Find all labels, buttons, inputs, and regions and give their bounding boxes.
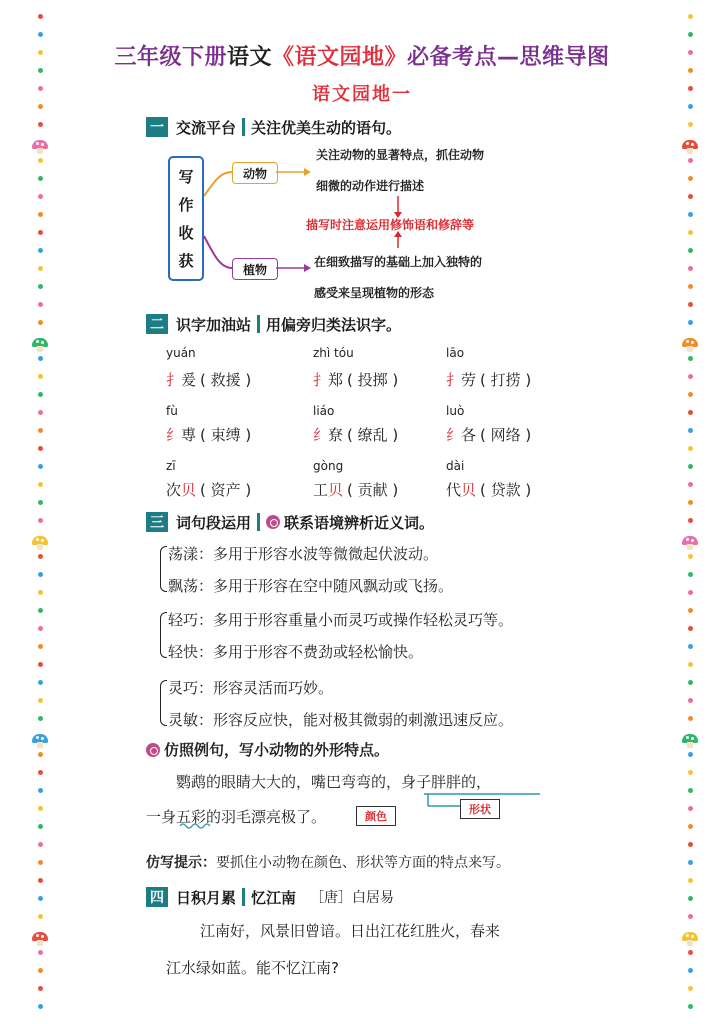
border-dot (38, 428, 43, 433)
border-dot (38, 572, 43, 577)
task-heading (146, 739, 389, 760)
character-rest: 尞 (328, 426, 344, 444)
border-dot (688, 392, 693, 397)
synonym-line: 轻快：多用于形容不费劲或轻松愉快。 (168, 643, 424, 661)
poem-line: 江南好，风景旧曾谙。日出江花红胜火，春来 (200, 922, 501, 940)
border-dot (688, 860, 693, 865)
border-dot (688, 554, 693, 559)
border-dot (38, 770, 43, 775)
radical: 纟 (313, 426, 329, 444)
section-name: 词句段运用 (176, 513, 252, 532)
border-dot (688, 626, 693, 631)
mushroom-icon (682, 536, 698, 550)
character-entry (446, 479, 531, 500)
section-number: 二 (146, 314, 168, 334)
synonym-line: 飘荡：多用于形容在空中随风飘动或飞扬。 (168, 577, 454, 595)
pinyin: zhì tóu (313, 346, 354, 360)
pinyin: dài (446, 459, 465, 473)
border-dot (688, 446, 693, 451)
border-dot (688, 1004, 693, 1009)
pinyin: lāo (446, 346, 465, 360)
border-dot (688, 518, 693, 523)
section-topic: 用偏旁归类法识字。 (266, 315, 402, 334)
mushroom-icon (32, 932, 48, 946)
section-header-4 (146, 886, 394, 908)
title-book: 《语文园地》 (272, 45, 408, 70)
section-topic: 联系语境辨析近义词。 (284, 513, 435, 532)
border-dot (38, 680, 43, 685)
page-subtitle: 语文园地一 (312, 84, 412, 105)
character-rest: 劳 (461, 371, 477, 389)
border-dot (688, 374, 693, 379)
section-number: 四 (146, 887, 168, 907)
border-dot (688, 608, 693, 613)
border-dot (38, 500, 43, 505)
pinyin: zī (166, 459, 176, 473)
poem-line: 江水绿如蓝。能不忆江南? (166, 959, 339, 977)
border-dot (38, 914, 43, 919)
synonym-line: 灵巧：形容灵活而巧妙。 (168, 679, 334, 697)
conch-icon (146, 743, 160, 757)
phrase: ( 缭乱 ) (347, 426, 399, 444)
character-entry (313, 369, 398, 390)
character-entry (166, 424, 251, 445)
section-name: 交流平台 (176, 118, 237, 137)
radical: 扌 (313, 371, 329, 389)
border-dot (688, 716, 693, 721)
border-dot (38, 896, 43, 901)
character-rest: 爰 (181, 371, 197, 389)
radical: 纟 (446, 426, 462, 444)
mindmap-node-plant: 植物 (232, 258, 278, 280)
border-dot (688, 644, 693, 649)
hint-label: 仿写提示： (146, 855, 216, 871)
radical: 纟 (166, 426, 182, 444)
phrase: ( 束缚 ) (200, 426, 252, 444)
border-dot (38, 464, 43, 469)
border-dot (38, 482, 43, 487)
border-dot (688, 590, 693, 595)
border-dot (688, 986, 693, 991)
border-dot (688, 878, 693, 883)
border-dot (38, 842, 43, 847)
section-number: 三 (146, 512, 168, 532)
radical: 扌 (166, 371, 182, 389)
synonym-line: 轻巧：多用于形容重量小而灵巧或操作轻松灵巧等。 (168, 611, 514, 629)
phrase: ( 资产 ) (200, 481, 252, 499)
center-char: 作 (178, 195, 194, 214)
character-rest: 工 (313, 481, 329, 499)
example-line: 鹦鹉的眼睛大大的，嘴巴弯弯的，身子胖胖的， (176, 773, 492, 791)
pinyin: gòng (313, 459, 344, 473)
border-dot (688, 680, 693, 685)
border-dot (688, 896, 693, 901)
character-rest: 代 (446, 481, 462, 499)
border-dot (38, 374, 43, 379)
example-line: 一身五彩的羽毛漂亮极了。 (146, 808, 327, 826)
border-dot (688, 842, 693, 847)
mushroom-icon (32, 338, 48, 352)
border-dot (38, 950, 43, 955)
border-dot (38, 320, 43, 325)
pinyin: luò (446, 404, 465, 418)
border-dot (688, 428, 693, 433)
brace (160, 612, 167, 658)
border-dot (688, 482, 693, 487)
mindmap-text: 感受来呈现植物的形态 (314, 286, 435, 300)
pinyin: fù (166, 404, 178, 418)
phrase: ( 救援 ) (200, 371, 252, 389)
character-rest: 尃 (181, 426, 197, 444)
brace (160, 546, 167, 592)
border-dot (688, 770, 693, 775)
border-dot (688, 356, 693, 361)
section-header-3 (146, 511, 434, 533)
title-grade: 三年级下册 (114, 45, 227, 70)
character-entry (166, 369, 251, 390)
border-dot (38, 626, 43, 631)
border-dot (688, 464, 693, 469)
section-header-2 (146, 313, 401, 335)
border-dot (38, 446, 43, 451)
mushroom-icon (682, 734, 698, 748)
border-dot (38, 986, 43, 991)
hint-text: 要抓住小动物在颜色、形状等方面的特点来写。 (216, 855, 510, 871)
center-char: 获 (178, 252, 194, 271)
border-dot (38, 752, 43, 757)
border-dot (38, 698, 43, 703)
radical: 扌 (446, 371, 462, 389)
mindmap-text: 关注动物的显著特点，抓住动物 (316, 148, 485, 162)
radical: 贝 (461, 481, 477, 499)
brace (160, 680, 167, 726)
border-dot (38, 356, 43, 361)
poem-author: ［唐］白居易 (310, 890, 395, 906)
character-entry (446, 424, 531, 445)
mindmap-text-emphasis: 描写时注意运用修饰语和修辞等 (306, 218, 475, 232)
border-dot (688, 752, 693, 757)
mushroom-icon (682, 338, 698, 352)
border-dot (38, 878, 43, 883)
border-dot (38, 644, 43, 649)
border-dot (38, 716, 43, 721)
radical: 贝 (328, 481, 344, 499)
border-dot (688, 410, 693, 415)
section-topic: 关注优美生动的语句。 (251, 118, 402, 137)
section-topic: 忆江南 (251, 888, 297, 907)
border-dot (688, 320, 693, 325)
title-subject: 语文 (226, 45, 272, 70)
mushroom-icon (32, 734, 48, 748)
phrase: ( 打捞 ) (480, 371, 532, 389)
task-text: 仿照例句，写小动物的外形特点。 (164, 741, 390, 759)
conch-icon (266, 515, 280, 529)
phrase: ( 投掷 ) (347, 371, 399, 389)
character-rest: 各 (461, 426, 477, 444)
synonym-line: 灵敏：形容反应快，能对极其微弱的刺激迅速反应。 (168, 711, 514, 729)
border-dot (688, 950, 693, 955)
character-entry (313, 424, 398, 445)
center-char: 收 (178, 224, 194, 243)
phrase: ( 贷款 ) (480, 481, 532, 499)
synonym-line: 荡漾：多用于形容水波等微微起伏波动。 (168, 545, 439, 563)
mindmap-center-box (168, 156, 204, 281)
mindmap-node-animal: 动物 (232, 162, 278, 184)
border-dot (38, 860, 43, 865)
border-dot (688, 968, 693, 973)
section-number: 一 (146, 117, 168, 137)
border-dot (38, 662, 43, 667)
border-dot (688, 572, 693, 577)
annotation-tag-color: 颜色 (356, 806, 396, 826)
mushroom-icon (32, 536, 48, 550)
character-rest: 次 (166, 481, 182, 499)
hint-line (146, 852, 510, 872)
border-dot (38, 608, 43, 613)
border-dot (38, 518, 43, 523)
mindmap-text: 在细致描写的基础上加入独特的 (314, 255, 483, 269)
title-desc: 必备考点—思维导图 (407, 45, 610, 70)
mindmap-text: 细微的动作进行描述 (316, 179, 425, 193)
center-char: 写 (178, 167, 194, 186)
pinyin: yuán (166, 346, 196, 360)
border-dot (38, 968, 43, 973)
border-dot (38, 1004, 43, 1009)
phrase: ( 贡献 ) (347, 481, 399, 499)
character-entry (446, 369, 531, 390)
border-dot (688, 698, 693, 703)
border-dot (688, 662, 693, 667)
mushroom-icon (682, 932, 698, 946)
phrase: ( 网络 ) (480, 426, 532, 444)
pinyin: liáo (313, 404, 335, 418)
annotation-tag-shape: 形状 (460, 799, 500, 819)
radical: 贝 (181, 481, 197, 499)
border-dot (38, 392, 43, 397)
section-name: 日积月累 (176, 888, 237, 907)
section-name: 识字加油站 (176, 315, 252, 334)
border-dot (688, 500, 693, 505)
character-entry (166, 479, 251, 500)
border-dot (688, 914, 693, 919)
character-entry (313, 479, 398, 500)
border-dot (38, 554, 43, 559)
border-dot (38, 410, 43, 415)
border-dot (38, 590, 43, 595)
character-rest: 郑 (328, 371, 344, 389)
